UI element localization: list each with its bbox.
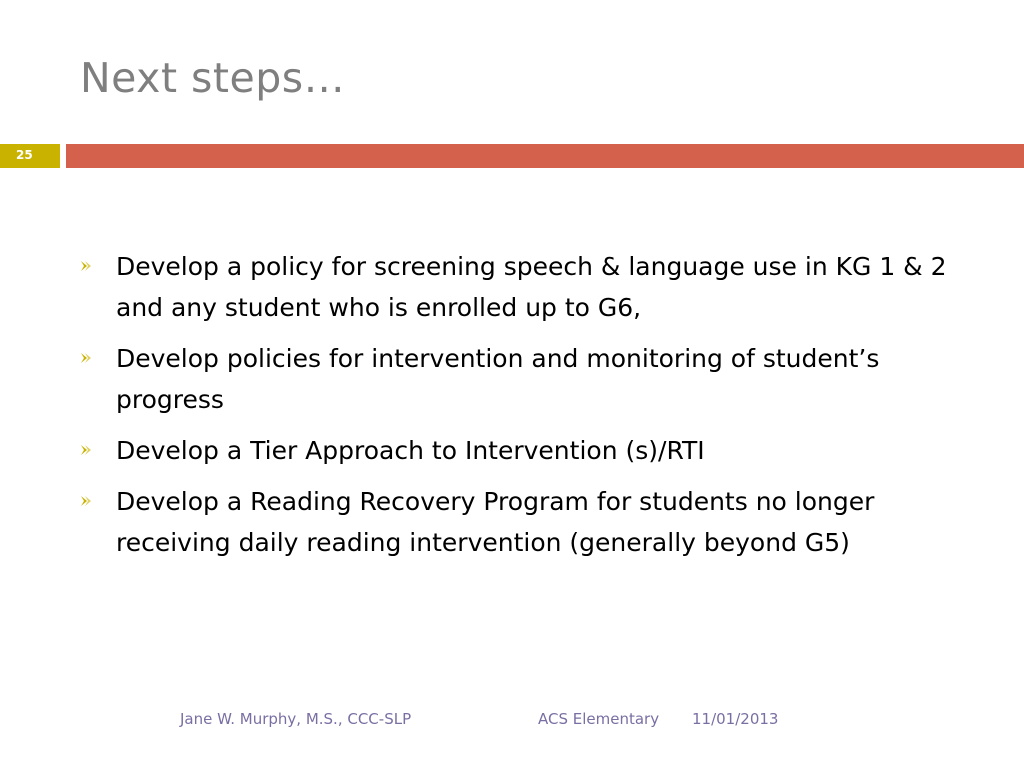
footer-school: ACS Elementary: [538, 710, 660, 728]
chevron-right-icon: [80, 352, 92, 364]
chevron-right-icon: [80, 444, 92, 456]
slide-title: Next steps…: [80, 54, 346, 102]
accent-bar: [66, 144, 1024, 168]
bullet-text: Develop policies for intervention and monitoring of student’s progress: [116, 344, 880, 414]
chevron-right-icon: [80, 260, 92, 272]
list-item: [80, 338, 980, 420]
list-item: [80, 481, 980, 563]
footer-author: Jane W. Murphy, M.S., CCC-SLP: [180, 710, 412, 728]
bullet-list: [80, 246, 980, 573]
slide-number: 25: [16, 148, 33, 162]
footer-date: 11/01/2013: [692, 710, 779, 728]
bullet-text: Develop a policy for screening speech & language use in KG 1 & 2 and any student who is enrolled up to G6,: [116, 252, 947, 322]
list-item: [80, 430, 980, 471]
chevron-right-icon: [80, 495, 92, 507]
bullet-text: Develop a Tier Approach to Intervention (s)/RTI: [116, 436, 705, 465]
list-item: [80, 246, 980, 328]
bullet-text: Develop a Reading Recovery Program for students no longer receiving daily reading intervention (generally beyond G5): [116, 487, 875, 557]
